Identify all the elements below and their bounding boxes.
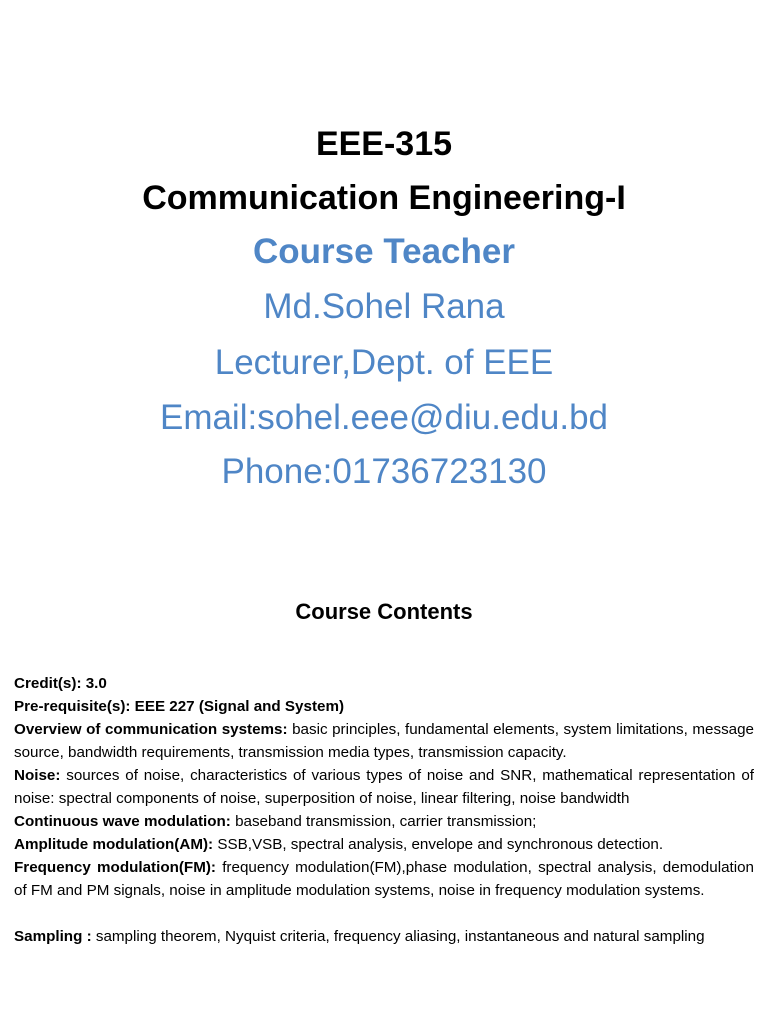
paragraph-gap [14, 902, 754, 925]
topic-noise [14, 764, 754, 810]
topic-label: Continuous wave modulation: [14, 813, 231, 830]
sampling-text: sampling theorem, Nyquist criteria, frequency aliasing, instantaneous and natural sampling [91, 928, 705, 945]
topic-continuous-wave [14, 810, 754, 833]
credits-line [14, 672, 754, 695]
topic-separator: : [210, 859, 216, 876]
topic-overview [14, 718, 754, 764]
credits-label: Credit(s): 3.0 [14, 675, 107, 692]
teacher-name: Md.Sohel Rana [263, 287, 505, 326]
topic-text: basic principles, fundamental elements, system limitations, message source, bandwidth requirements, transmission media types, transmission capacity. [14, 721, 755, 761]
topic-sampling [14, 925, 754, 948]
teacher-phone: Phone:01736723130 [221, 452, 547, 491]
topic-amplitude-modulation [14, 833, 754, 856]
topic-label: Overview of communication systems [14, 721, 283, 738]
topic-frequency-modulation [14, 856, 754, 902]
topic-separator: : [55, 767, 61, 784]
course-details [14, 672, 754, 948]
teacher-email: Email:sohel.eee@diu.edu.bd [159, 398, 609, 437]
topic-text: sources of noise, characteristics of various types of noise and SNR, mathematical representation of noise: spectral components of noise, superposition of noise, linear filtering, noise bandwidth [14, 767, 754, 807]
topic-label: Noise [14, 767, 56, 784]
topic-text: SSB,VSB, spectral analysis, envelope and synchronous detection. [213, 836, 664, 853]
course-name-title: Communication Engineering-I [142, 179, 626, 217]
topic-text: frequency modulation(FM),phase modulation, spectral analysis, demodulation of FM and PM signals, noise in amplitude modulation systems, noise in frequency modulation systems. [14, 859, 754, 899]
topic-separator: : [208, 836, 214, 853]
sampling-label: Sampling : [14, 928, 92, 945]
course-contents-heading: Course Contents [295, 599, 473, 624]
topic-separator: : [282, 721, 288, 738]
course-code-title: EEE-315 [315, 125, 453, 163]
teacher-heading: Course Teacher [253, 232, 515, 271]
topic-text: baseband transmission, carrier transmission; [230, 813, 537, 830]
topic-label: Frequency modulation(FM) [14, 859, 211, 876]
teacher-title: Lecturer,Dept. of EEE [214, 343, 554, 382]
prerequisites-line [14, 695, 754, 718]
topic-label: Amplitude modulation(AM) [14, 836, 209, 853]
prerequisites-label: Pre-requisite(s): EEE 227 (Signal and System) [14, 698, 345, 715]
